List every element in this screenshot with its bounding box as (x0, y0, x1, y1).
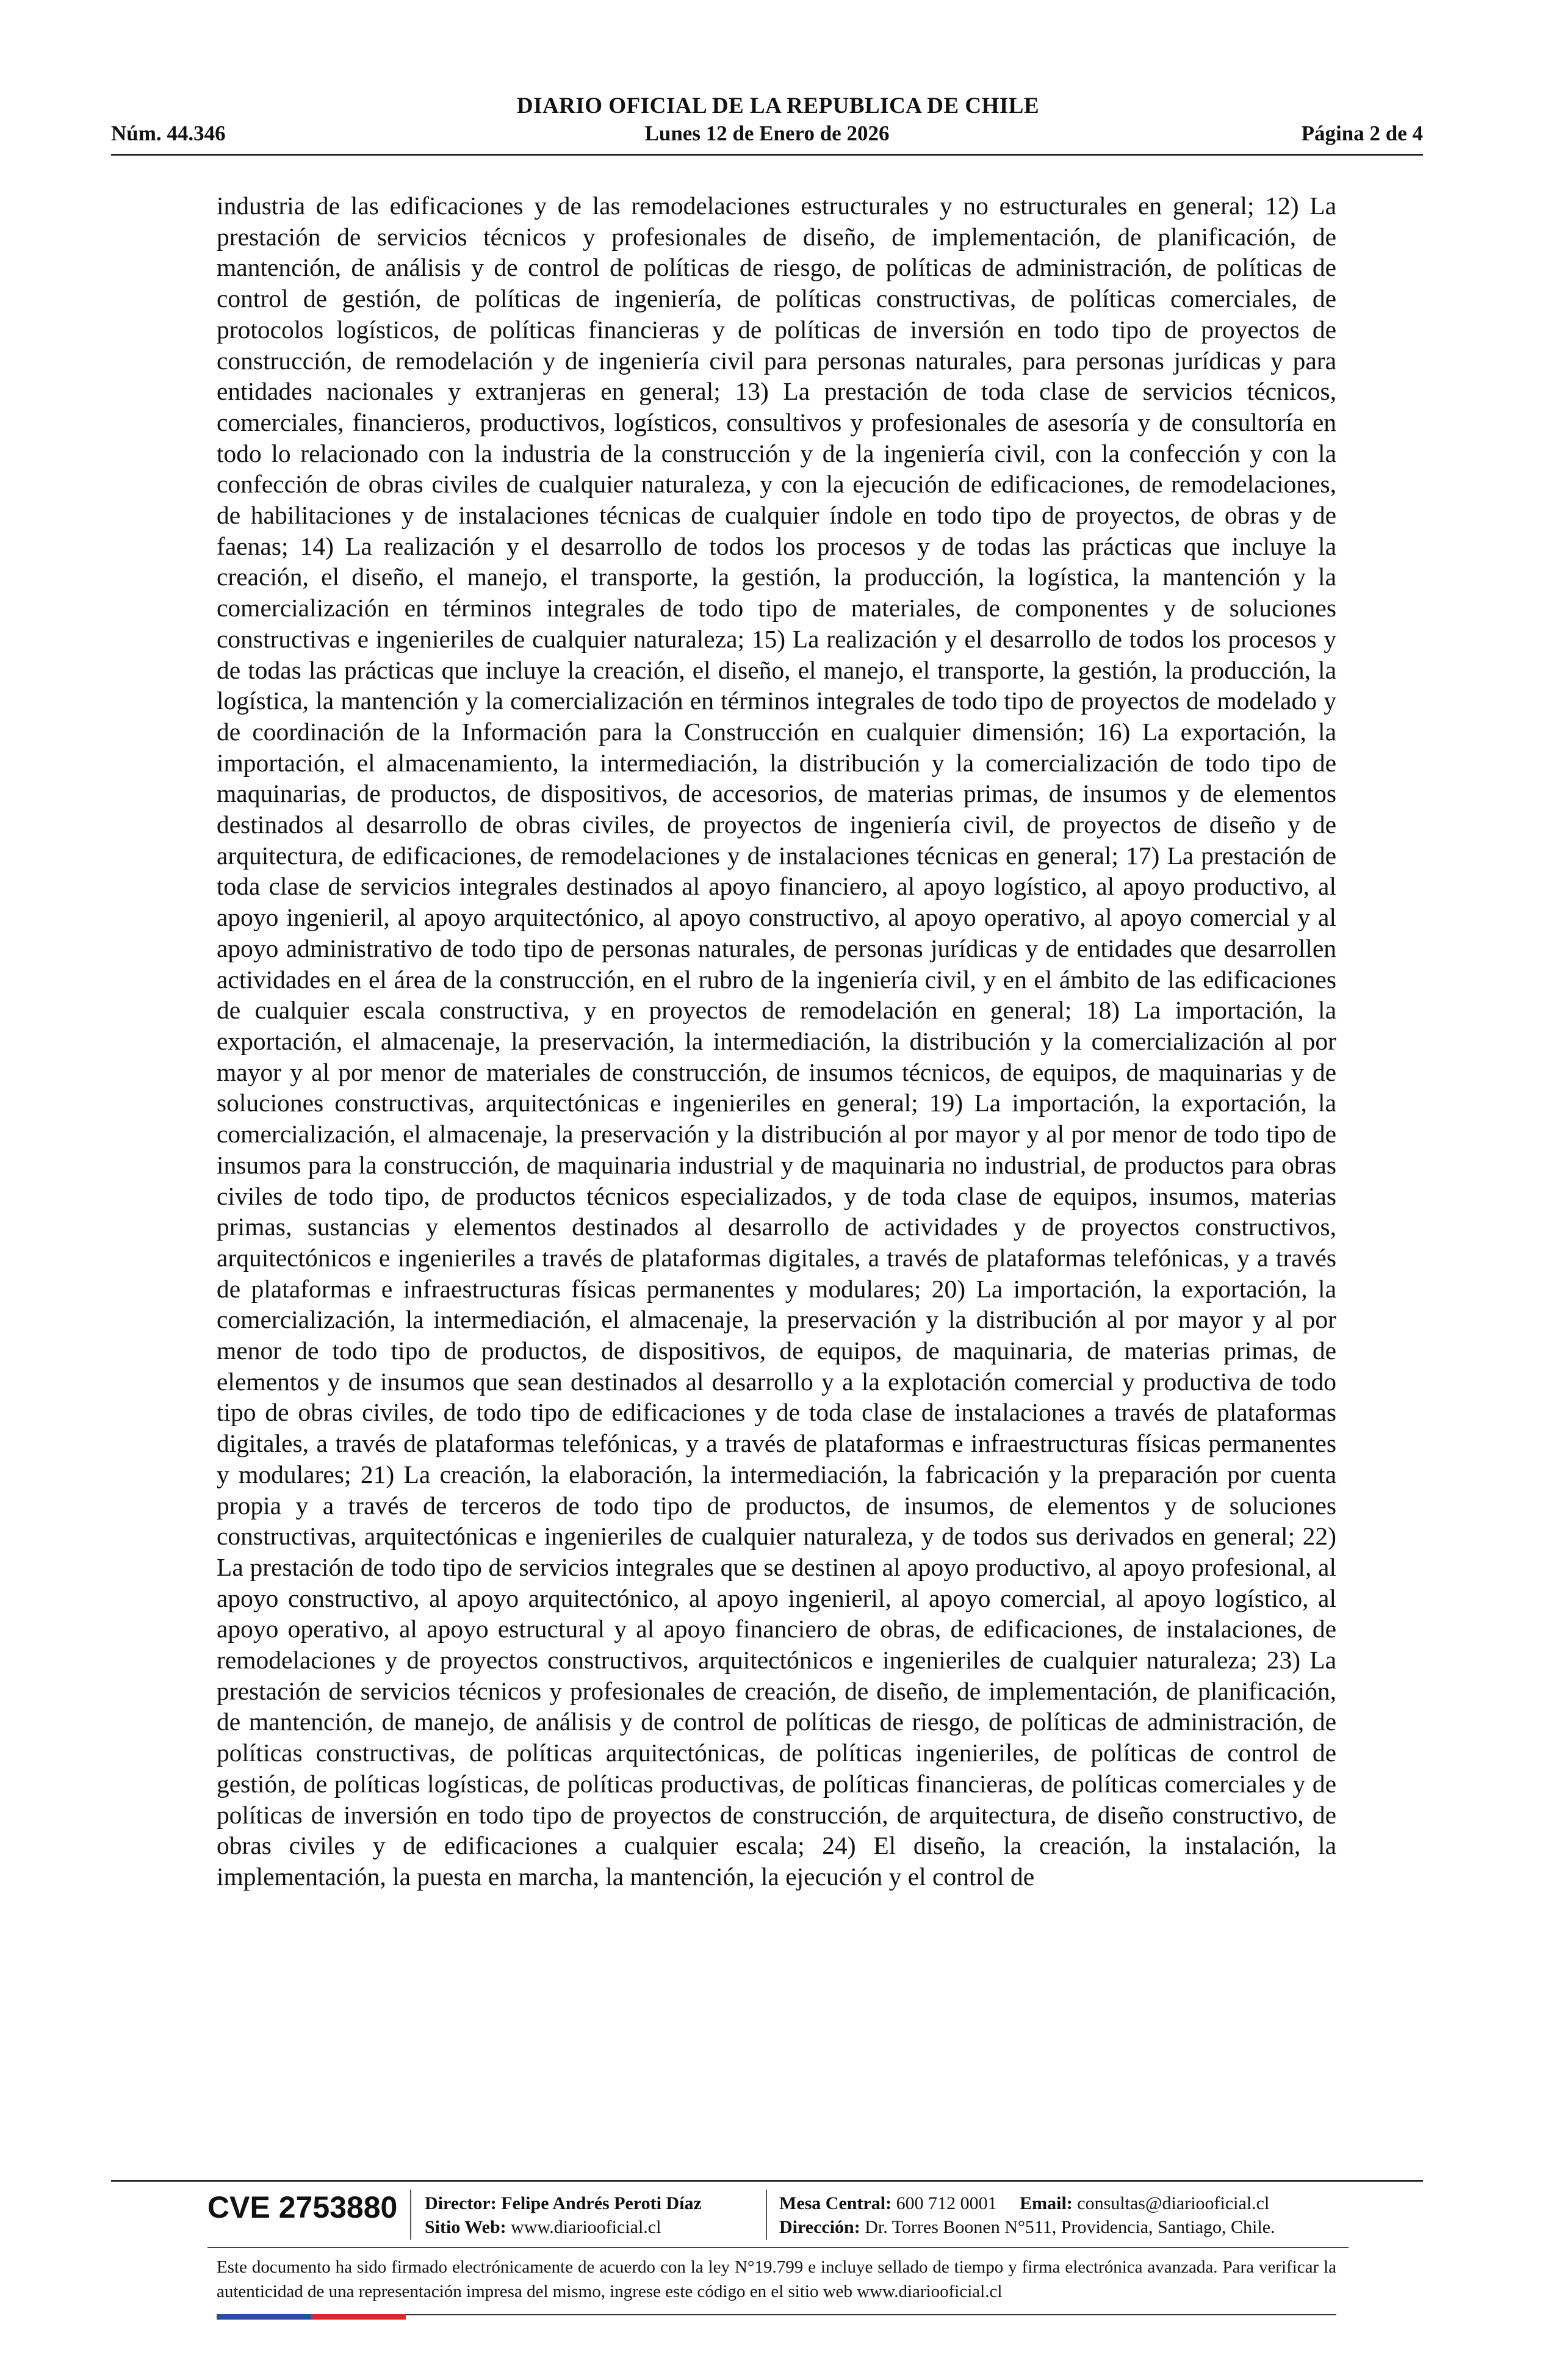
flag-blue-segment (217, 2314, 311, 2320)
issue-number: Núm. 44.346 (111, 121, 226, 145)
document-body: industria de las edificaciones y de las remodelaciones estructurales y no estructurales en general; 12) La prestación de servicios técnicos y profesionales de diseño, de implementación, de planificación, de mantención, de análisis y de control de políticas de riesgo, de políticas de administración, de políticas de control de gestión, de políticas de ingeniería, de políticas constructivas, de políticas comerciales, de protocolos logísticos, de políticas financieras y de políticas de inversión en todo tipo de proyectos de construcción, de remodelación y de ingeniería civil para personas naturales, para personas jurídicas y para entidades nacionales y extranjeras en general; 13) La prestación de toda clase de servicios técnicos, comerciales, financieros, productivos, logísticos, consultivos y profesionales de asesoría y de consultoría en todo lo relacionado con la industria de la construcción y de la ingeniería civil, con la confección y con la confección de obras civiles de cualquier naturaleza, y con la ejecución de edificaciones, de remodelaciones, de habilitaciones y de instalaciones técnicas de cualquier índole en todo tipo de proyectos, de obras y de faenas; 14) La realización y el desarrollo de todos los procesos y de todas las prácticas que incluye la creación, el diseño, el manejo, el transporte, la gestión, la producción, la logística, la mantención y la comercialización en términos integrales de todo tipo de materiales, de componentes y de soluciones constructivas e ingenieriles de cualquier naturaleza; 15) La realización y el desarrollo de todos los procesos y de todas las prácticas que incluye la creación, el diseño, el manejo, el transporte, la gestión, la producción, la logística, la mantención y la comercialización en términos integrales de todo tipo de proyectos de modelado y de coordinación de la Información para la Construcción en cualquier dimensión; 16) La exportación, la importación, el almacenamiento, la intermediación, la distribución y la comercialización de todo tipo de maquinarias, de productos, de dispositivos, de accesorios, de materias primas, de insumos y de elementos destinados al desarrollo de obras civiles, de proyectos de ingeniería civil, de proyectos de diseño y de arquitectura, de edificaciones, de remodelaciones y de instalaciones técnicas en general; 17) La prestación de toda clase de servicios integrales destinados al apoyo financiero, al apoyo logístico, al apoyo productivo, al apoyo ingenieril, al apoyo arquitectónico, al apoyo constructivo, al apoyo operativo, al apoyo comercial y al apoyo administrativo de todo tipo de personas naturales, de personas jurídicas y de entidades que desarrollen actividades en el área de la construcción, en el rubro de la ingeniería civil, y en el ámbito de las edificaciones de cualquier escala constructiva, y en proyectos de remodelación en general; 18) La importación, la exportación, el almacenaje, la preservación, la intermediación, la distribución y la comercialización al por mayor y al por menor de materiales de construcción, de insumos técnicos, de equipos, de maquinarias y de soluciones constructivas, arquitectónicas e ingenieriles en general; 19) La importación, la exportación, la comercialización, el almacenaje, la preservación y la distribución al por mayor y al por menor de todo tipo de insumos para la construcción, de maquinaria industrial y de maquinaria no industrial, de productos para obras civiles de todo tipo, de productos técnicos especializados, y de toda clase de equipos, insumos, materias primas, sustancias y elementos destinados al desarrollo de actividades y de proyectos constructivos, arquitectónicos e ingenieriles a través de plataformas digitales, a través de plataformas telefónicas, y a través de plataformas e infraestructuras físicas permanentes y modulares; 20) La importación, la exportación, la comercialización, la intermediación, el almacenaje, la preservación y la distribución al por mayor y al por menor de todo tipo de productos, de dispositivos, de equipos, de maquinaria, de materias primas, de elementos y de insumos que sean destinados al desarrollo y a la explotación comercial y productiva de todo tipo de obras civiles, de todo tipo de edificaciones y de toda clase de instalaciones a través de plataformas digitales, a través de plataformas telefónicas, y a través de plataformas e infraestructuras físicas permanentes y modulares; 21) La creación, la elaboración, la intermediación, la fabricación y la preparación por cuenta propia y a través de terceros de todo tipo de productos, de insumos, de elementos y de soluciones constructivas, arquitectónicas e ingenieriles de cualquier naturaleza, y de todos sus derivados en general; 22) La prestación de todo tipo de servicios integrales que se destinen al apoyo productivo, al apoyo profesional, al apoyo constructivo, al apoyo arquitectónico, al apoyo ingenieril, al apoyo comercial, al apoyo logístico, al apoyo operativo, al apoyo estructural y al apoyo financiero de obras, de edificaciones, de instalaciones, de remodelaciones y de proyectos constructivos, arquitectónicos e ingenieriles de cualquier naturaleza; 23) La prestación de servicios técnicos y profesionales de creación, de diseño, de implementación, de planificación, de mantención, de manejo, de análisis y de control de políticas de riesgo, de políticas de administración, de políticas constructivas, de políticas arquitectónicas, de políticas ingenieriles, de políticas de control de gestión, de políticas logísticas, de políticas productivas, de políticas financieras, de políticas comerciales y de políticas de inversión en todo tipo de proyectos de construcción, de arquitectura, de diseño constructivo, de obras civiles y de edificaciones a cualquier escala; 24) El diseño, la creación, la instalación, la implementación, la puesta en marcha, la mantención, la ejecución y el control de (217, 192, 1336, 1891)
footer-separator (410, 2190, 411, 2240)
phone-label: Mesa Central: (779, 2193, 892, 2213)
email-label: Email: (1020, 2193, 1073, 2213)
signature-notice: Este documento ha sido firmado electrónicamente de acuerdo con la ley N°19.799 e incluye sellado de tiempo y firma electrónica avanzada. Para verificar la autenticidad de una representación impresa del mismo, ingrese este código en el sitio web www.diariooficial.cl (217, 2257, 1336, 2301)
bottom-divider (406, 2314, 1336, 2315)
contact-line (779, 2192, 1269, 2215)
footer-inner-divider (207, 2247, 1349, 2248)
header-row (111, 121, 1423, 151)
address-value: Dr. Torres Boonen N°511, Providencia, Santiago, Chile. (865, 2217, 1275, 2237)
footer-divider (111, 2180, 1423, 2182)
website-label: Sitio Web: (425, 2217, 506, 2237)
director-line (425, 2192, 702, 2215)
flag-red-segment (311, 2314, 406, 2320)
address-line (779, 2216, 1275, 2239)
flag-color-bar (217, 2314, 406, 2320)
website-line (425, 2216, 661, 2239)
director-name: Felipe Andrés Peroti Díaz (501, 2193, 702, 2213)
newspaper-title: DIARIO OFICIAL DE LA REPUBLICA DE CHILE (516, 93, 1040, 118)
phone-number: 600 712 0001 (896, 2193, 997, 2213)
director-label: Director: (425, 2193, 497, 2213)
email-link[interactable]: consultas@diariooficial.cl (1077, 2193, 1270, 2213)
issue-date: Lunes 12 de Enero de 2026 (644, 121, 890, 145)
cve-code: CVE 2753880 (207, 2190, 398, 2224)
website-link[interactable]: www.diariooficial.cl (511, 2217, 661, 2237)
header-divider (111, 154, 1423, 156)
address-label: Dirección: (779, 2217, 860, 2237)
page-indicator: Página 2 de 4 (1301, 121, 1423, 145)
footer-separator (766, 2190, 767, 2240)
